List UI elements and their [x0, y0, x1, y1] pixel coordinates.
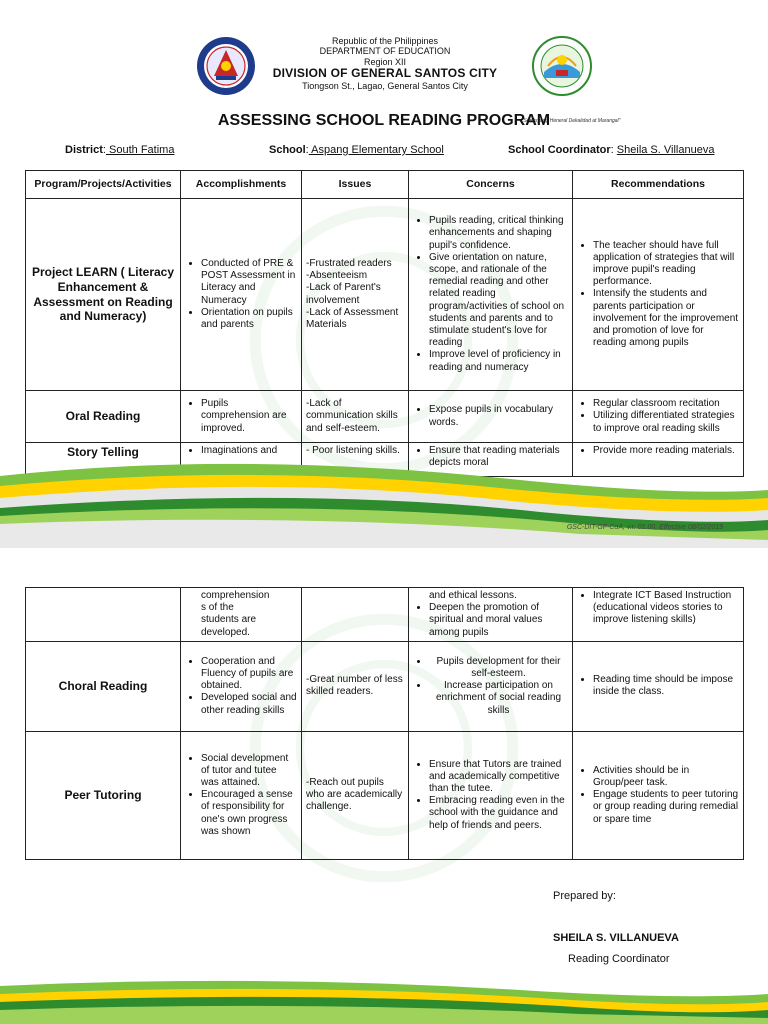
program-cell: Story Telling — [26, 443, 181, 477]
school-label: School — [269, 144, 306, 156]
accomplishments-cell — [181, 641, 302, 731]
address-line: Tiongson St., Lagao, General Santos City — [302, 80, 468, 91]
list-item: • Provide more reading materials. — [593, 445, 739, 457]
coordinator-value: Sheila S. Villanueva — [616, 144, 715, 156]
signatory-role: Reading Coordinator — [568, 953, 670, 965]
concerns-cell — [409, 199, 573, 391]
list-item: • Ensure that reading materials depicts moral — [429, 445, 568, 469]
issues-cell: -Reach out pupils who are academically challenge. — [302, 731, 409, 859]
table-row — [26, 641, 744, 731]
region-line: Region XII — [363, 56, 407, 67]
list-item: • Activities should be in Group/peer task. — [593, 765, 739, 789]
col-header-concerns: Concerns — [409, 171, 573, 199]
department-line: DEPARTMENT OF EDUCATION — [319, 46, 451, 57]
green-yellow-swoosh-footer — [0, 978, 768, 1024]
list-item: • Social development of tutor and tutee was attained. — [201, 753, 297, 790]
republic-line: Republic of the Philippines — [331, 36, 439, 46]
list-item: • Imaginations and — [201, 445, 297, 457]
issues-cell: -Great number of less skilled readers. — [302, 641, 409, 731]
recommendations-cell — [573, 391, 744, 443]
list-item: • Deepen the promotion of spiritual and moral values among pupils — [429, 602, 568, 639]
table-row — [26, 199, 744, 391]
list-item: • Integrate ICT Based Instruction (educational videos stories to improve listening skills) — [593, 590, 739, 627]
col-header-program: Program/Projects/Activities — [26, 171, 181, 199]
list-item: • Intensify the students and parents participation or involvement for the improvement and promotion of love for reading among pupils — [593, 288, 739, 349]
division-seal-logo — [532, 36, 592, 96]
concerns-cell — [409, 391, 573, 443]
form-code: GSC-DIT-GF-CoA, v.r. 01.00, Effective 08/02/2019 — [566, 524, 723, 531]
issues-cell: - Poor listening skills. — [302, 443, 409, 477]
table-row — [26, 391, 744, 443]
program-cell — [26, 588, 181, 642]
issues-cell — [302, 588, 409, 642]
coordinator-field: School Coordinator: Sheila S. Villanueva — [508, 144, 715, 156]
division-line: DIVISION OF GENERAL SANTOS CITY — [272, 66, 498, 81]
school-value: Aspang Elementary School — [308, 144, 444, 156]
prepared-by-label: Prepared by: — [553, 890, 616, 902]
list-item: • Improve level of proficiency in reading and numeracy — [429, 349, 568, 373]
issues-cell: -Frustrated readers -Absenteeism -Lack of Parent's involvement -Lack of Assessment Materials — [302, 199, 409, 391]
accomplishments-cell — [181, 391, 302, 443]
page-gap — [0, 548, 768, 568]
list-item: • Utilizing differentiated strategies to improve oral reading skills — [593, 410, 739, 434]
list-item: • Reading time should be impose inside the class. — [593, 674, 739, 698]
col-header-accomplishments: Accomplishments — [181, 171, 302, 199]
table-row — [26, 588, 744, 642]
table-header-row — [26, 171, 744, 199]
reading-program-table — [25, 170, 744, 477]
recommendations-cell — [573, 731, 744, 859]
coordinator-label: School Coordinator — [508, 144, 611, 156]
accomplishments-cell — [181, 731, 302, 859]
accomplishments-cell — [181, 199, 302, 391]
concerns-cell — [409, 641, 573, 731]
program-cell: Choral Reading — [26, 641, 181, 731]
list-item: • Expose pupils in vocabulary words. — [429, 404, 568, 428]
table-row — [26, 731, 744, 859]
list-item: • Encouraged a sense of responsibility for one's own progress was shown — [201, 789, 297, 838]
school-field: School: Aspang Elementary School — [269, 144, 444, 156]
accomplishments-cell: comprehension s of the students are developed. — [181, 588, 302, 642]
list-item: • Cooperation and Fluency of pupils are obtained. — [201, 656, 297, 693]
recommendations-cell — [573, 199, 744, 391]
letterhead-text — [250, 36, 520, 91]
concerns-continued-text: and ethical lessons. — [429, 590, 517, 601]
list-item: • Pupils reading, critical thinking enhancements and shaping pupil's confidence. — [429, 215, 568, 252]
list-item: • Embracing reading even in the school with the guidance and help of friends and peers. — [429, 795, 568, 832]
document-title: ASSESSING SCHOOL READING PROGRAM — [217, 112, 551, 129]
col-header-recommendations: Recommendations — [573, 171, 744, 199]
col-header-issues: Issues — [302, 171, 409, 199]
list-item: • Increase participation on enrichment of social reading skills — [429, 680, 568, 717]
signatory-name: SHEILA S. VILLANUEVA — [553, 932, 679, 944]
list-item: • Pupils comprehension are improved. — [201, 398, 297, 435]
program-cell: Project LEARN ( Literacy Enhancement & Assessment on Reading and Numeracy) — [26, 199, 181, 391]
list-item: • Developed social and other reading skills — [201, 692, 297, 716]
recommendations-cell — [573, 641, 744, 731]
program-cell: Oral Reading — [26, 391, 181, 443]
deped-seal-logo — [196, 36, 256, 96]
issues-cell: -Lack of communication skills and self-esteem. — [302, 391, 409, 443]
district-label: District — [65, 144, 103, 156]
program-cell: Peer Tutoring — [26, 731, 181, 859]
concerns-cell — [409, 731, 573, 859]
list-item: • Ensure that Tutors are trained and academically competitive than the tutee. — [429, 759, 568, 796]
list-item: • Conducted of PRE & POST Assessment in Literacy and Numeracy — [201, 258, 297, 307]
reading-program-table-continued — [25, 587, 744, 860]
list-item: • The teacher should have full application of strategies that will improve pupil's reading performance. — [593, 240, 739, 289]
division-motto: "Serbisyong Heneral Dekalidad at Marangal" — [521, 118, 621, 124]
list-item: • Orientation on pupils and parents — [201, 307, 297, 331]
district-value: South Fatima — [105, 144, 175, 156]
recommendations-cell — [573, 588, 744, 642]
green-yellow-swoosh-footer — [0, 456, 768, 548]
list-item: • Pupils development for their self-esteem. — [429, 656, 568, 680]
district-field: District: South Fatima — [65, 144, 175, 156]
list-item: • Give orientation on nature, scope, and rationale of the remedial reading and other related reading program/activities of school on students and parents and to stimulate student's love for reading — [429, 252, 568, 350]
concerns-cell — [409, 588, 573, 642]
list-item: • Engage students to peer tutoring or group reading during remedial or spare time — [593, 789, 739, 826]
list-item: • Regular classroom recitation — [593, 398, 739, 410]
